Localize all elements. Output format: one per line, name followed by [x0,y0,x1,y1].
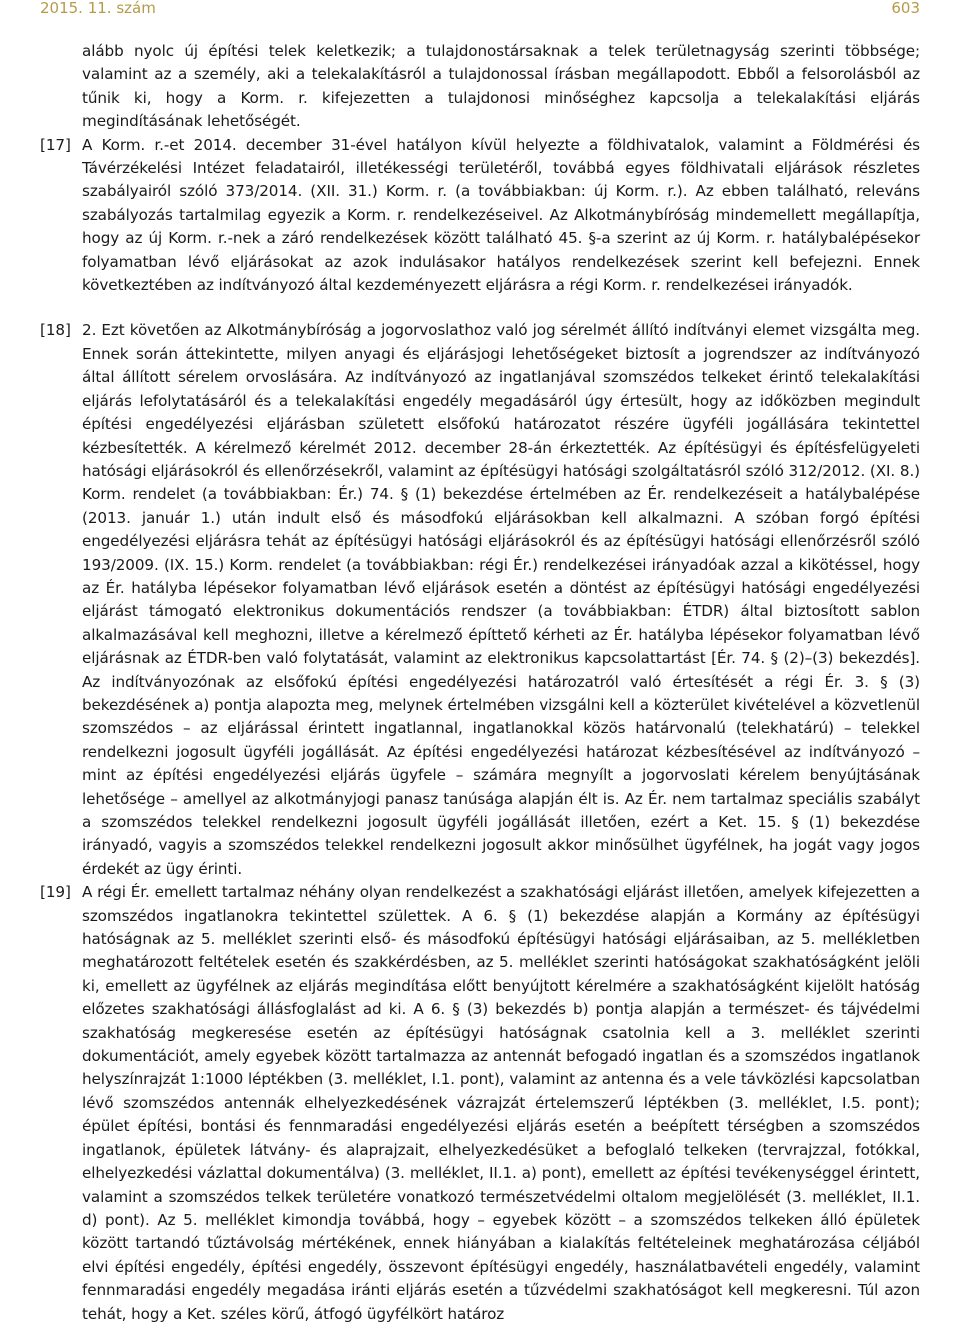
page-number: 603 [891,0,920,17]
paragraph-number: [19] [40,883,71,902]
paragraph-19 [40,881,920,1326]
paragraph-18 [40,319,920,881]
document-body [40,40,920,1326]
page-header [40,0,920,20]
paragraph-text: 2. Ezt követően az Alkotmánybíróság a jogorvoslathoz való jog sérelmét állító indítványi elemet vizsgálta meg. Ennek során áttekintette, milyen anyagi és eljárásjogi lehetőségeket biztosít a jogrendszer az indítványozó által állított sérelem orvoslására. Az indítványozó az ingatlanjával szomszédos telkeket érintő telekalakítási eljárás lefolytatásáról és a telekalakítási engedély megadásáról úgy értesült, hogy az időközben megindult építési engedélyezési eljárásban született elsőfokú határozatot részére ügyféli jogállására tekintettel kézbesítették. A kérelmező kérelmét 2012. december 28-án érkeztették. Az építésügyi és építésfelügyeleti hatósági eljárásokról és ellenőrzésekről, valamint az építésügyi hatósági szolgáltatásról szóló 312/2012. (XI. 8.) Korm. rendelet (a továbbiakban: Ér.) 74. § (1) bekezdése értelmében az Ér. rendelkezéseit a hatálybalépése (2013. január 1.) után indult első és másodfokú eljárásokban kell alkalmazni. A szóban forgó építési engedélyezési eljárásra tehát az építésügyi hatósági eljárásokról és az építésügyi hatósági ellenőrzésről szóló 193/2009. (IX. 15.) Korm. rendelet (a továbbiakban: régi Ér.) rendelkezései irányadóak azzal a kikötéssel, hogy az Ér. hatályba lépésekor folyamatban lévő eljárások esetén a döntést az építésügyi hatósági engedélyezési eljárást támogató elektronikus dokumentációs rendszer (a továbbiakban: ÉTDR) által biztosított sablon alkalmazásával kell meghozni, illetve a kérelmező építtető kérheti az Ér. hatályba lépésekor folyamatban lévő eljárásnak az ÉTDR-ben való folytatását, valamint az elektronikus kapcsolattartást [Ér. 74. § (2)–(3) bekezdés]. Az indítványozónak az elsőfokú építési engedélyezési határozatról való értesítését a régi Ér. 3. § (3) bekezdésének a) pontja alapozta meg, melynek értelmében vizsgálni kell a közterület kivételével a közvetlenül szomszédos – az eljárással érintett ingatlannal, ingatlanokkal közös határvonalú (telekhatárú) – telekkel rendelkezni jogosult ügyféli jogállását. Az építési engedélyezési határozat kézbesítésével az indítványozó – mint az építési engedélyezési eljárás ügyfele – számára megnyílt a jogorvoslati kérelem benyújtásának lehetősége – amellyel az alkotmányjogi panasz tanúsága alapján élt is. Az Ér. nem tartalmaz speciális szabályt a szomszédos telekkel rendelkezni jogosult ügyféli jogállását illetően, ezért a Ket. 15. § (1) bekezdése irányadó, vagyis a szomszédos telekkel rendelkezni jogosult akkor minősülhet ügyfélnek, ha jogát vagy jogos érdekét az ügy érinti. [82,321,920,878]
paragraph-number: [18] [40,321,71,340]
paragraph-number: [17] [40,135,71,154]
paragraph-17 [40,134,920,298]
paragraph-text: A Korm. r.-et 2014. december 31-ével hatályon kívül helyezte a földhivatalok, valamint a Földmérési és Távérzékelési Intézet feladatairól, illetékességi területéről, továbbá egyes földhivatali eljárások részletes szabályairól szóló 373/2014. (XII. 31.) Korm. r. (a továbbiakban: új Korm. r.). Az ebben található, releváns szabályozás tartalmilag egyezik a Korm. r. rendelkezéseivel. Az Alkotmánybíróság mindemellett megállapítja, hogy az új Korm. r.-nek a záró rendelkezések között található 45. §-a szerint az új Korm. r. hatálybalépésekor folyamatban lévő eljárásokat az azok indulásakor hatályos rendelkezések szerint kell befejezni. Ennek következtében az indítványozó által kezdeményezett eljárásra a régi Korm. r. rendelkezései irányadók. [82,135,920,295]
paragraph-continuation [40,40,920,134]
paragraph-text: A régi Ér. emellett tartalmaz néhány olyan rendelkezést a szakhatósági eljárást illetően, amelyek kifejezetten a szomszédos ingatlanokra tekintettel születtek. A 6. § (1) bekezdése alapján a Kormány az építésügyi hatóságnak az 5. melléklet szerinti első- és másodfokú építésügyi hatósági eljárásaiban, az 5. mellékletben meghatározott feltételek esetén és szakkérdésben, az 5. melléklet szerinti hatóságokat szakhatóságként jelöli ki, emellett az ügyfélnek az eljárás megindítása előtt benyújtott kérelmére a szakhatóságként kijelölt hatóság előzetes szakhatósági állásfoglalást ad ki. A 6. § (3) bekezdés b) pontja alapján a természet- és tájvédelmi szakhatóság megkeresése esetén az építésügyi hatóságnak csatolnia kell a 3. melléklet szerinti dokumentációt, amely egyebek között tartalmazza az antennát befogadó ingatlan és a szomszédos ingatlanok helyszínrajzát 1:1000 léptékben (3. melléklet, I.1. pont), valamint az antenna és a vele távközlési kapcsolatban lévő szomszédos antennák elhelyezkedésének vázrajzát értelemszerű léptékben (3. melléklet, I.5. pont); épület építési, bontási és fennmaradási engedélyezési eljárás esetén a beépített térségben a szomszédos ingatlanok, épületek látvány- és alaprajzait, elhelyezkedésüket a befoglaló telkeken (tervrajzzal, fotókkal, elhelyezkedési vázlattal dokumentálva) (3. melléklet, II.1. a) pont), emellett az építési tevékenységgel érintett, valamint a szomszédos telkek területére vonatkozó természetvédelmi oltalom megjelölését (3. melléklet, II.1. d) pont). Az 5. melléklet kimondja továbbá, hogy – egyebek között – a szomszédos telkeken álló épületek között tartandó tűztávolság mértékének, ennek hiányában a kialakítás feltételeinek meghatározása céljából elvi építési engedély, építési engedély, összevont építésügyi engedély, használatbavételi engedély, valamint fennmaradási engedély megadása iránti eljárás esetén a tűzvédelmi szakhatóságot kell megkeresni. Túl azon tehát, hogy a Ket. széles körű, átfogó ügyfélkört határoz [82,883,920,1323]
issue-label: 2015. 11. szám [40,0,156,17]
paragraph-text: alább nyolc új építési telek keletkezik; a tulajdonostársaknak a telek területnagyság szerinti többsége; valamint az a személy, aki a telekalakításról a tulajdonossal írásban megállapodott. Ebből a felsorolásból az tűnik ki, hogy a Korm. r. kifejezetten a tulajdonosi minőséghez kapcsolja a telekalakítási eljárás megindításának lehetőségét. [82,42,920,131]
